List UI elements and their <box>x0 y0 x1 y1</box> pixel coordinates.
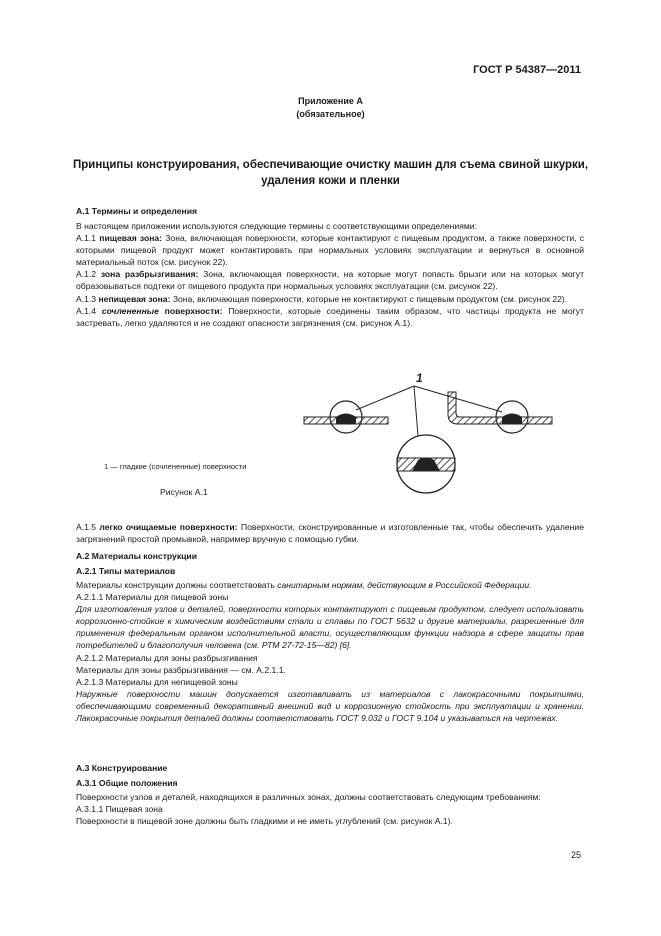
section-a1-heading: А.1 Термины и определения <box>76 206 198 216</box>
term-name: зона разбрызгивания: <box>100 269 199 280</box>
title-line-1: Принципы конструирования, обеспечивающие очистку машин для съема свиной шкурки, <box>72 159 589 171</box>
term-a12 <box>76 268 584 292</box>
document-title <box>50 157 611 189</box>
title-line-2: удаления кожи и пленки <box>261 175 400 187</box>
term-definition: Зона, включающая поверхности, которые контактируют с пищевым продуктом, а также поверхности, с которыми пищевой продукт может контактировать при нормальных условиях эксплуатации и вернуться в основной материальный поток (см. рисунок 22). <box>76 233 584 268</box>
term-definition: Зона, включающая поверхности, которые не контактируют с пищевым продуктом (см. рисунок 22). <box>170 293 568 304</box>
section-a2-heading: А.2 Материалы конструкции <box>76 551 197 561</box>
enlarged-detail <box>397 435 455 493</box>
intro-paragraph: В настоящем приложении используются следующие термины с соответствующими определениями: <box>76 221 477 231</box>
subsection-a31-heading: А.3.1 Общие положения <box>76 778 178 788</box>
term-name: сочлененные <box>101 305 159 316</box>
term-number: А.1.1 <box>76 233 100 244</box>
term-a13 <box>76 293 584 305</box>
page-number: 25 <box>570 850 581 860</box>
a21-text: Материалы конструкции должны соответствовать <box>76 580 278 590</box>
term-a11 <box>76 232 584 268</box>
term-name-cont: поверхности: <box>158 305 223 316</box>
a21-paragraph <box>76 579 584 591</box>
term-number: А.1.2 <box>76 269 101 280</box>
figure-a1-drawing <box>290 364 560 499</box>
a213-heading: А.2.1.3 Материалы для непищевой зоны <box>76 676 238 687</box>
subsection-a21-heading: А.2.1 Типы материалов <box>76 566 176 576</box>
term-number: А.1.5 <box>76 522 100 532</box>
a21-text-italic: санитарным нормам, действующим в Российской Федерации. <box>277 580 532 590</box>
annex-status: (обязательное) <box>296 109 365 119</box>
section-a3-heading: А.3 Конструирование <box>76 763 168 773</box>
annex-title: Приложение А <box>298 96 363 106</box>
right-joint <box>448 392 552 433</box>
figure-caption: Рисунок А.1 <box>160 487 208 497</box>
term-number: А.1.4 <box>76 305 102 316</box>
term-name: непищевая зона: <box>98 293 171 304</box>
section-a2-body <box>76 579 584 724</box>
a211-heading: А.2.1.1 Материалы для пищевой зоны <box>76 592 229 603</box>
a212-text: Материалы для зоны разбрызгивания — см. А.2.1.1. <box>76 664 286 675</box>
term-definition: Поверхности, сконструированные и изготовленные так, чтобы обеспечить удаление загрязнений простой промывкой, например вручную с помощью губки. <box>76 522 584 545</box>
term-a15 <box>76 521 584 545</box>
a211-text: Для изготовления узлов и деталей, поверхности которых контактируют с пищевым продуктом, следует использовать коррозионно-стойкие к химическим воздействиям стали и сплавы по ГОСТ 5632 и другие материалы, разрешенные для применения федеральным органом исполнительной власти, осуществляющим функции надзора в сфере защиты прав потребителей и благополучия человека (см. РТМ 27-72-15—82) [6]. <box>76 604 584 651</box>
section-a1-body <box>76 220 584 329</box>
term-a14 <box>76 305 584 329</box>
term-definition: Зона, включающая поверхности, на которые могут попасть брызги или на которых могут образовываться подтеки от пищевого продукта при нормальных условиях эксплуатации (см. рисунок 22). <box>76 269 585 292</box>
term-definition: Поверхности, которые соединены таким образом, что частицы продукта не могут застревать, легко удаляются и не создают опасности загрязнения (см. рисунок А.1). <box>76 305 584 328</box>
left-joint <box>304 401 388 433</box>
a31-text: Поверхности узлов и деталей, находящихся в различных зонах, должны соответствовать следующим требованиям: <box>76 792 541 802</box>
callout-leaders <box>356 386 502 436</box>
figure-legend: 1 — гладкие (сочлененные) поверхности <box>104 462 247 471</box>
term-name: легко очищаемые поверхности: <box>99 522 238 532</box>
a311-text: Поверхности в пищевой зоне должны быть гладкими и не иметь углублений (см. рисунок А.1). <box>76 816 453 827</box>
term-number: А.1.3 <box>76 293 99 304</box>
a311-heading: А.3.1.1 Пищевая зона <box>76 804 163 815</box>
section-a3-body <box>76 791 584 827</box>
standard-number: ГОСТ Р 54387—2011 <box>473 64 581 76</box>
callout-number: 1 <box>416 371 423 385</box>
term-name: пищевая зона: <box>99 233 163 244</box>
a212-heading: А.2.1.2 Материалы для зоны разбрызгивания <box>76 652 258 663</box>
a213-text: Наружные поверхности машин допускается изготавливать из материалов с лакокрасочными покрытиями, обеспечивающими современный декоративный внешний вид и коррозионную стойкость при эксплуатации и хранении. Лакокрасочные покрытия деталей должны соответствовать ГОСТ 9.032 и ГОСТ 9.104 и указываться на чертежах. <box>76 688 584 724</box>
